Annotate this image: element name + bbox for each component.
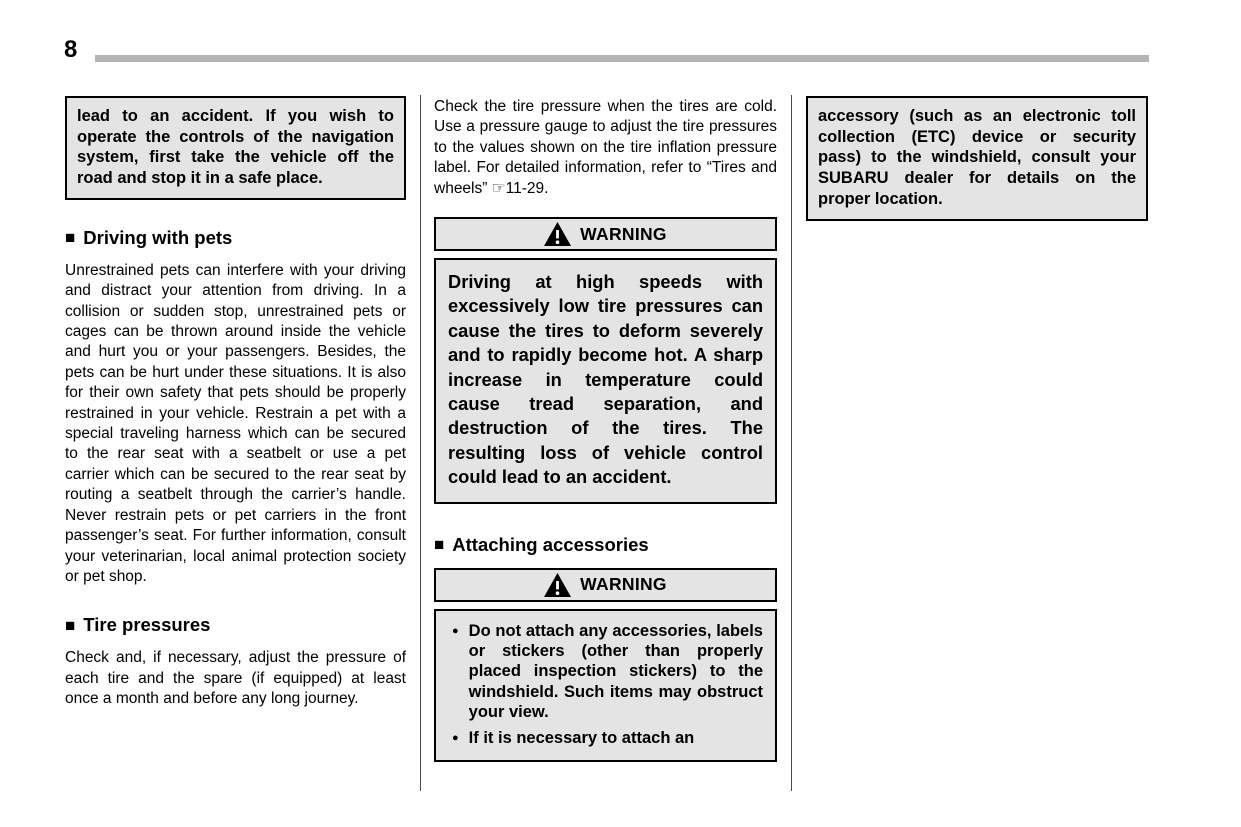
warning-header-tire <box>434 217 777 251</box>
page-number: 8 <box>64 36 78 63</box>
warning-bullet-item <box>448 728 763 748</box>
warning-label: WARNING <box>580 574 667 595</box>
heading-driving-with-pets <box>65 227 406 249</box>
warning-accessories-body <box>434 609 777 763</box>
tire-pressure-intro-paragraph: Check the tire pressure when the tires are cold. Use a pressure gauge to adjust the tire pressures to the values shown on the tire inflation pressure label. For detailed information, refer to “Tires and wheels” ☞11-29. <box>434 98 777 197</box>
bullet-icon: ● <box>452 732 459 745</box>
heading-tire-pressures-label: Tire pressures <box>83 614 211 636</box>
warning-bullet-item <box>448 621 763 722</box>
section-marker-icon: ■ <box>434 535 445 555</box>
column-divider-right <box>791 95 792 791</box>
column-divider-left <box>420 95 421 791</box>
warning-icon <box>544 573 571 597</box>
warning-header-accessories <box>434 568 777 602</box>
right-column <box>806 96 1148 221</box>
section-marker-icon: ■ <box>65 615 76 635</box>
heading-attaching-accessories-label: Attaching accessories <box>452 533 649 555</box>
warning-bullet-text: Do not attach any accessories, labels or stickers (other than properly placed inspection stickers) to the windshield. Such items may obstruct your view. <box>468 621 763 721</box>
heading-attaching-accessories <box>434 534 777 556</box>
heading-driving-with-pets-label: Driving with pets <box>83 226 233 248</box>
section-marker-icon: ■ <box>65 228 76 248</box>
header-rule <box>95 55 1149 62</box>
warning-icon <box>544 222 571 246</box>
bullet-icon: ● <box>452 624 459 637</box>
left-column <box>65 96 406 710</box>
heading-tire-pressures <box>65 614 406 636</box>
warning-tire-body: Driving at high speeds with excessively low tire pressures can cause the tires to deform severely and to rapidly become hot. A sharp increase in temperature could cause tread separation, and destruction of the tires. The resulting loss of vehicle control could lead to an accident. <box>434 258 777 504</box>
warning-bullet-text: If it is necessary to attach an <box>468 729 695 748</box>
middle-column <box>434 96 777 762</box>
navigation-safety-callout: lead to an accident. If you wish to operate the controls of the navigation system, first take the vehicle off the road and stop it in a safe place. <box>65 96 406 200</box>
page-header <box>64 38 1149 64</box>
driving-with-pets-paragraph: Unrestrained pets can interfere with your driving and distract your attention from driving. In a collision or sudden stop, unrestrained pets or cages can be thrown around inside the vehicle and hurt you or your passengers. Besides, the pets can be hurt under these situations. It is also for their own safety that pets should be properly restrained in your vehicle. Restrain a pet with a special traveling harness which can be secured to the rear seat with a seatbelt or use a pet carrier which can be secured to the rear seat by routing a seatbelt through the carrier’s handle. Never restrain pets or pet carriers in the front passenger’s seat. For further information, consult your veterinarian, local animal protection society or pet shop. <box>65 261 406 585</box>
warning-label: WARNING <box>580 223 667 244</box>
accessory-location-callout: accessory (such as an electronic toll collection (ETC) device or security pass) to the windshield, consult your SUBARU dealer for details on the proper location. <box>806 96 1148 221</box>
tire-pressures-paragraph: Check and, if necessary, adjust the pressure of each tire and the spare (if equipped) at least once a month and before any long journey. <box>65 649 406 708</box>
